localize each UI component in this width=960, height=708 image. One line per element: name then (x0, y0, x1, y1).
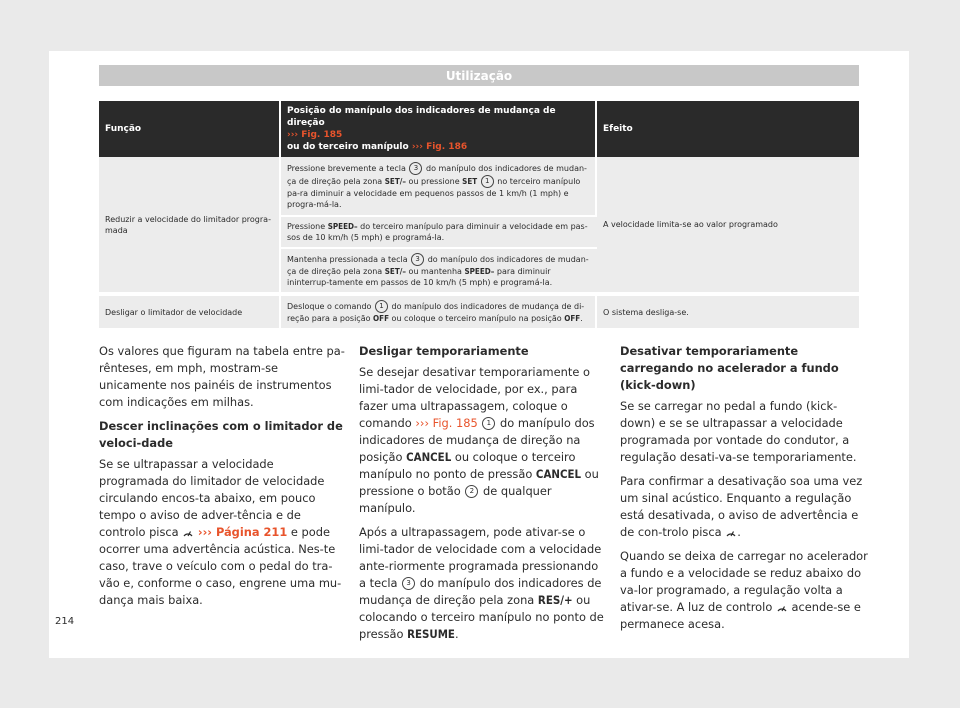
text: acende-se e permanece acesa. (620, 600, 861, 631)
number-badge: 3 (409, 162, 422, 175)
col-header-posicao (281, 101, 597, 157)
function-table (99, 101, 859, 330)
button-label: CANCEL (406, 450, 452, 464)
document-page (49, 51, 909, 658)
row2-funcao: Desligar o limitador de velocidade (99, 296, 281, 330)
paragraph (359, 364, 607, 517)
text: . (580, 314, 583, 323)
fig185-link[interactable]: ››› Fig. 185 (287, 130, 343, 140)
text: Para confirmar a desativação soa uma vez um sinal acústico. Enquanto a regulação está desativada, o aviso de advertência e de con-trolo pisca (620, 474, 863, 539)
text: do manípulo dos indicadores de mudança de direção na posição (359, 416, 595, 464)
col-header-efeito: Efeito (597, 101, 859, 157)
paragraph: Se se carregar no pedal a fundo (kick-down) e se se ultrapassar a velocidade programada por vontade do condutor, a regulação desati-va-se temporariamente. (620, 399, 857, 464)
button-label: SPEED– (464, 267, 495, 276)
text: Pressione brevemente a tecla (287, 164, 406, 173)
text: do manípulo dos indicadores de mudan-ça de direção pela zona (287, 164, 587, 186)
cruise-warning-icon (182, 528, 194, 538)
posicao-header-text-2: ou do terceiro manípulo (287, 142, 409, 152)
text: ou pressione (408, 177, 460, 186)
fig185-link[interactable]: ››› Fig. 185 (415, 416, 478, 430)
paragraph (620, 473, 868, 541)
text-column-3 (620, 343, 868, 640)
button-label: SPEED– (327, 222, 358, 231)
cruise-warning-icon (776, 603, 788, 613)
button-label: SET/– (384, 267, 406, 276)
text: do manípulo dos indicadores de mudança de direção pela zona (359, 576, 602, 607)
text: ou mantenha (408, 267, 462, 276)
paragraph (620, 548, 868, 633)
number-badge: 3 (411, 253, 424, 266)
row1-funcao: Reduzir a velocidade do limitador progra-mada (99, 157, 281, 296)
col-header-funcao: Função (99, 101, 281, 157)
section-header (99, 65, 859, 86)
subheading: Desligar temporariamente (359, 344, 529, 358)
text: ou coloque o terceiro manípulo no ponto de pressão (359, 450, 576, 481)
text: Se se ultrapassar a velocidade programada do limitador de velocidade circulando encos-ta abaixo, em pouco tempo o aviso de adver-tência e de controlo pisca (99, 457, 325, 539)
text: Mantenha pressionada a tecla (287, 255, 408, 264)
row2-posicao (281, 296, 597, 330)
text: Após a ultrapassagem, pode ativar-se o limi-tador de velocidade com a velocidade ante-riormente programada pressionando a tecla (359, 525, 602, 590)
text: . (454, 627, 459, 641)
posicao-header-text: Posição do manípulo dos indicadores de mudança de direção (287, 106, 556, 128)
number-badge: 1 (375, 300, 388, 313)
text-column-2 (359, 343, 607, 650)
button-label: SET/– (384, 177, 406, 186)
text: do manípulo dos indicadores de mudança de di-reção para a posição (287, 302, 585, 323)
text: ou pressione o botão (359, 467, 599, 498)
number-badge: 1 (482, 417, 495, 430)
text: . (737, 525, 741, 539)
row1-efeito: A velocidade limita-se ao valor programado (597, 157, 859, 296)
paragraph: Os valores que figuram na tabela entre pa-rênteses, em mph, mostram-se unicamente nos painéis de instrumentos com indicações em milhas. (99, 344, 345, 409)
text: Se desejar desativar temporariamente o limi-tador de velocidade, por ex., para fazer uma ultrapassagem, coloque o comando (359, 365, 590, 430)
text: ou colocando o terceiro manípulo no ponto de pressão (359, 593, 604, 641)
text: do manípulo dos indicadores de mudan-ça de direção pela zona (287, 255, 589, 276)
number-badge: 3 (402, 577, 415, 590)
paragraph (99, 456, 347, 609)
cruise-warning-icon (725, 528, 737, 538)
button-label: CANCEL (535, 467, 582, 481)
text: no terceiro manípulo pa-ra diminuir a velocidade em pequenos passos de 1 km/h (1 mph) e progra-má-la. (287, 177, 581, 209)
button-label: OFF (373, 314, 389, 323)
button-label: SET (462, 177, 478, 186)
section-title: Utilização (445, 68, 513, 83)
text: Quando se deixa de carregar no acelerador a fundo e a velocidade se reduz abaixo do va-lor programado, a regulação volta a ativar-se. A luz de controlo (620, 549, 868, 614)
row2-efeito: O sistema desliga-se. (597, 296, 859, 330)
page-number: 214 (55, 616, 75, 627)
row1-posicao-2 (281, 217, 597, 249)
subheading: Descer inclinações com o limitador de veloci-dade (99, 419, 343, 450)
button-label: RESUME (407, 627, 455, 641)
row1-posicao-3 (281, 249, 597, 296)
text-column-1 (99, 343, 347, 616)
text: do terceiro manípulo para diminuir a velocidade em pas-sos de 10 km/h (5 mph) e programá-la. (287, 222, 588, 242)
page-211-link[interactable]: ››› Página 211 (197, 525, 288, 539)
text: de qualquer manípulo. (359, 484, 552, 515)
fig186-link[interactable]: ››› Fig. 186 (411, 142, 468, 152)
text: e pode ocorrer uma advertência acústica. Nes-te caso, trave o veículo com o pedal do tra-vão e, conforme o caso, engrene uma mu-dança mais baixa. (99, 525, 342, 607)
text: ou coloque o terceiro manípulo na posição (391, 314, 562, 323)
paragraph (359, 524, 607, 643)
subheading: Desativar temporariamente carregando no acelerador a fundo (kick-down) (620, 344, 839, 392)
row1-posicao-1 (281, 157, 597, 217)
text: Desloque o comando (287, 302, 372, 311)
button-label: OFF (564, 314, 581, 323)
text: para diminuir ininterrup-tamente em passos de 10 km/h (5 mph) e programá-la. (287, 267, 553, 287)
number-badge: 2 (465, 485, 478, 498)
button-label: RES/+ (537, 593, 573, 607)
text: Pressione (287, 222, 326, 231)
number-badge: 1 (481, 175, 494, 188)
